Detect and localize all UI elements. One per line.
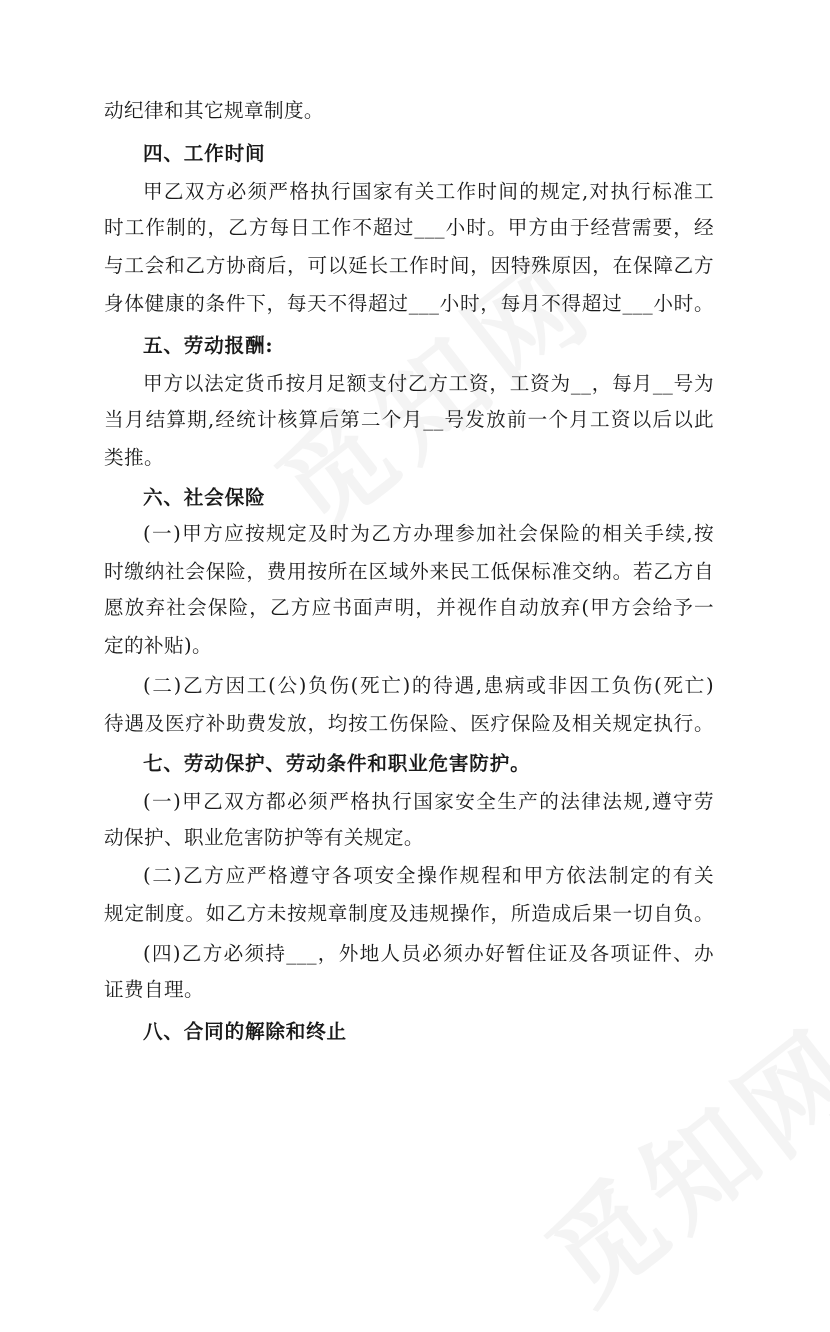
section-heading-remuneration: 五、劳动报酬: (143, 334, 274, 357)
paragraph-line: 时工作制的，乙方每日工作不超过___小时。甲方由于经营需要，经 (104, 216, 714, 239)
section-heading-contract-termination: 八、合同的解除和终止 (143, 1020, 347, 1043)
section-heading-social-insurance: 六、社会保险 (143, 486, 266, 509)
section-heading-work-hours: 四、工作时间 (143, 142, 266, 165)
paragraph-line: 待遇及医疗补助费发放，均按工伤保险、医疗保险及相关规定执行。 (104, 712, 714, 735)
paragraph-line: 时缴纳社会保险，费用按所在区域外来民工低保标准交纳。若乙方自 (104, 560, 714, 583)
paragraph-line: (二)乙方因工(公)负伤(死亡)的待遇,患病或非因工负伤(死亡) (143, 674, 714, 697)
paragraph-line: 动纪律和其它规章制度。 (104, 99, 324, 122)
paragraph-line: 规定制度。如乙方未按规章制度及违规操作，所造成后果一切自负。 (104, 902, 714, 925)
paragraph-line: 甲乙双方必须严格执行国家有关工作时间的规定,对执行标准工 (143, 180, 714, 203)
paragraph-line: 类推。 (104, 446, 164, 469)
paragraph-line: 证费自理。 (104, 978, 204, 1001)
paragraph-line: 当月结算期,经统计核算后第二个月__号发放前一个月工资以后以此 (104, 408, 714, 431)
paragraph-line: 定的补贴)。 (104, 634, 213, 657)
paragraph-line: 动保护、职业危害防护等有关规定。 (104, 826, 424, 849)
paragraph-line: 与工会和乙方协商后，可以延长工作时间，因特殊原因，在保障乙方 (104, 254, 714, 277)
paragraph-line: (一)甲方应按规定及时为乙方办理参加社会保险的相关手续,按 (143, 522, 714, 545)
paragraph-line: 愿放弃社会保险，乙方应书面声明，并视作自动放弃(甲方会给予一 (104, 596, 714, 619)
paragraph-line: (四)乙方必须持___，外地人员必须办好暂住证及各项证件、办 (143, 942, 714, 965)
paragraph-line: 甲方以法定货币按月足额支付乙方工资，工资为__，每月__号为 (143, 372, 714, 395)
paragraph-line: (二)乙方应严格遵守各项安全操作规程和甲方依法制定的有关 (143, 864, 714, 887)
section-heading-labor-protection: 七、劳动保护、劳动条件和职业危害防护。 (143, 752, 531, 775)
paragraph-line: 身体健康的条件下，每天不得超过___小时，每月不得超过___小时。 (104, 292, 714, 315)
paragraph-line: (一)甲乙双方都必须严格执行国家安全生产的法律法规,遵守劳 (143, 790, 714, 813)
